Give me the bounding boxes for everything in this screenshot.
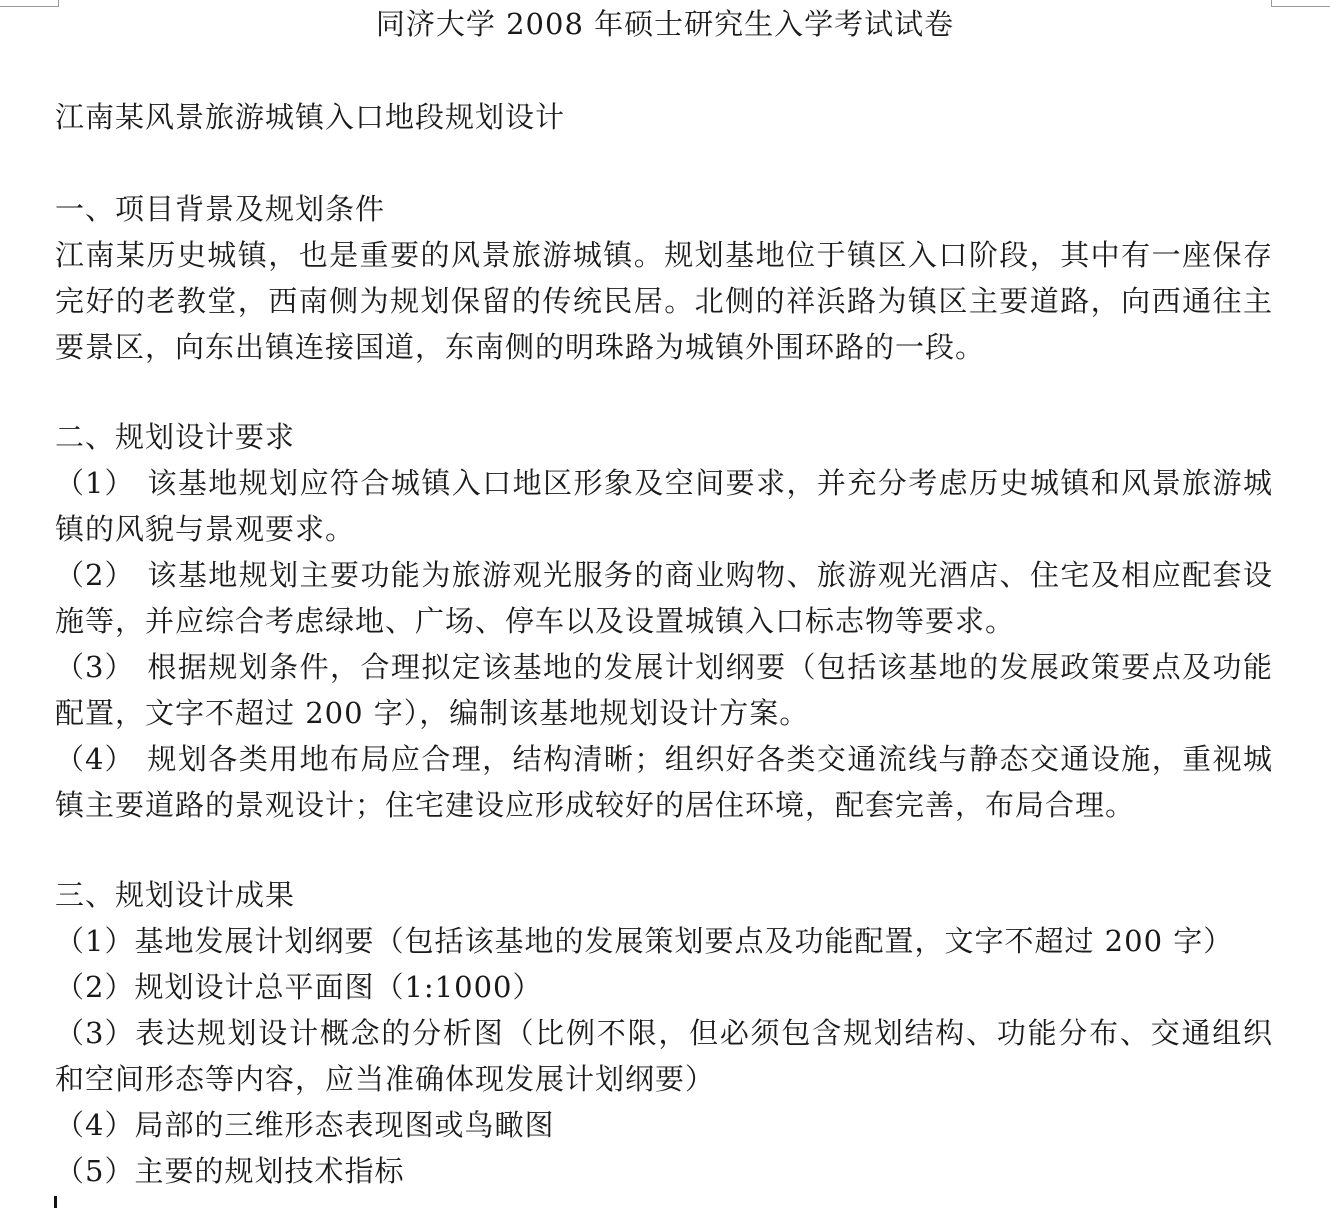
list-item bbox=[55, 736, 1273, 828]
list-item-number: （3） bbox=[55, 650, 135, 684]
document-title: 同济大学 2008 年硕士研究生入学考试试卷 bbox=[375, 7, 955, 41]
document-subtitle: 江南某风景旅游城镇入口地段规划设计 bbox=[55, 100, 566, 134]
list-item-number: （2） bbox=[55, 970, 135, 1004]
list-item bbox=[55, 1148, 1273, 1194]
list-item bbox=[55, 1102, 1273, 1148]
list-item-number: （1） bbox=[55, 924, 135, 958]
list-item bbox=[55, 964, 1273, 1010]
list-item bbox=[55, 460, 1273, 552]
text-cursor[interactable] bbox=[54, 1196, 57, 1208]
list-item bbox=[55, 552, 1273, 644]
list-item-number: （4） bbox=[55, 742, 135, 776]
section-paragraph: 江南某历史城镇，也是重要的风景旅游城镇。规划基地位于镇区入口阶段，其中有一座保存完好的老教堂，西南侧为规划保留的传统民居。北侧的祥浜路为镇区主要道路，向西通往主要景区，向东出镇连接国道，东南侧的明珠路为城镇外围环路的一段。 bbox=[55, 238, 1273, 364]
section-deliverables bbox=[55, 872, 1273, 1194]
list-item-text: 主要的规划技术指标 bbox=[134, 1154, 405, 1188]
section-background bbox=[55, 186, 1273, 370]
list-item-text: 局部的三维形态表现图或鸟瞰图 bbox=[134, 1108, 555, 1142]
list-item-number: （1） bbox=[55, 466, 135, 500]
list-item-text: 根据规划条件，合理拟定该基地的发展计划纲要（包括该基地的发展政策要点及功能配置，文字不超过 200 字），编制该基地规划设计方案。 bbox=[55, 650, 1273, 730]
list-item-text: 该基地规划应符合城镇入口地区形象及空间要求，并充分考虑历史城镇和风景旅游城镇的风貌与景观要求。 bbox=[55, 466, 1273, 546]
list-item-number: （4） bbox=[55, 1108, 135, 1142]
list-item-text: 表达规划设计概念的分析图（比例不限，但必须包含规划结构、功能分布、交通组织和空间形态等内容，应当准确体现发展计划纲要） bbox=[55, 1016, 1273, 1096]
list-item-text: 该基地规划主要功能为旅游观光服务的商业购物、旅游观光酒店、住宅及相应配套设施等，并应综合考虑绿地、广场、停车以及设置城镇入口标志物等要求。 bbox=[55, 558, 1273, 638]
section-requirements bbox=[55, 414, 1273, 828]
list-item-number: （2） bbox=[55, 558, 135, 592]
section-heading: 三、规划设计成果 bbox=[55, 878, 296, 912]
list-item-text: 规划各类用地布局应合理，结构清晰；组织好各类交通流线与静态交通设施，重视城镇主要道路的景观设计；住宅建设应形成较好的居住环境，配套完善，布局合理。 bbox=[55, 742, 1273, 822]
list-item bbox=[55, 644, 1273, 736]
list-item bbox=[55, 1010, 1273, 1102]
section-heading: 一、项目背景及规划条件 bbox=[55, 192, 386, 226]
list-item-number: （3） bbox=[55, 1016, 135, 1050]
list-item bbox=[55, 918, 1273, 964]
section-heading: 二、规划设计要求 bbox=[55, 420, 296, 454]
list-item-number: （5） bbox=[55, 1154, 135, 1188]
list-item-text: 规划设计总平面图（1:1000） bbox=[134, 970, 543, 1004]
list-item-text: 基地发展计划纲要（包括该基地的发展策划要点及功能配置，文字不超过 200 字） bbox=[134, 924, 1234, 958]
